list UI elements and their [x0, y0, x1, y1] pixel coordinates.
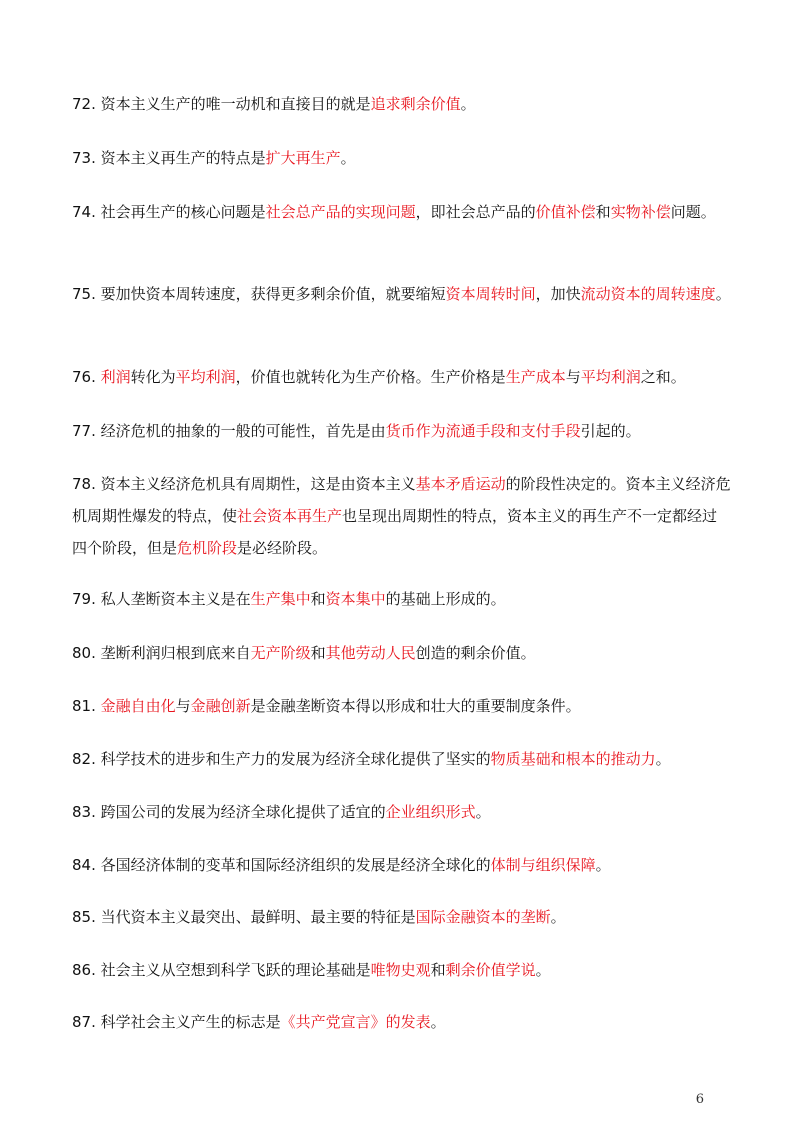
- item-76: [72, 361, 732, 393]
- item-74: [72, 196, 732, 228]
- item-84: [72, 849, 732, 881]
- text-segment: 和: [310, 644, 326, 662]
- highlighted-text: 无产阶级: [250, 644, 311, 662]
- highlighted-text: 价值补偿: [535, 203, 596, 221]
- item-86: [72, 954, 732, 986]
- text-segment: 也呈现出周期性的特点，资本主义的再生产不一定都经过四个阶段，但是: [72, 507, 718, 557]
- text-segment: 86. 社会主义从空想到科学飞跃的理论基础是: [72, 961, 371, 979]
- text-segment: 87. 科学社会主义产生的标志是: [72, 1013, 281, 1031]
- text-segment: 76.: [72, 368, 101, 386]
- item-78: [72, 468, 732, 564]
- text-segment: 之和。: [640, 368, 686, 386]
- text-segment: 82. 科学技术的进步和生产力的发展为经济全球化提供了坚实的: [72, 750, 491, 768]
- highlighted-text: 资本周转时间: [445, 285, 536, 303]
- text-segment: 的阶段性决定的。资本主义经济危机周期性爆发的特点，使: [72, 475, 731, 525]
- highlighted-text: 生产集中: [250, 590, 311, 608]
- text-segment: 77. 经济危机的抽象的一般的可能性，首先是由: [72, 422, 386, 440]
- text-segment: 。: [340, 149, 356, 167]
- text-segment: 78. 资本主义经济危机具有周期性，这是由资本主义: [72, 475, 416, 493]
- highlighted-text: 剩余价值学说: [445, 961, 536, 979]
- item-87: [72, 1006, 732, 1038]
- text-segment: 。: [460, 95, 476, 113]
- highlighted-text: 物质基础和根本的推动力: [490, 750, 656, 768]
- item-83: [72, 796, 732, 828]
- text-segment: 和: [430, 961, 446, 979]
- highlighted-text: 实物补偿: [610, 203, 671, 221]
- text-segment: 81.: [72, 697, 101, 715]
- item-81: [72, 690, 732, 722]
- text-segment: 与: [175, 697, 191, 715]
- text-segment: 79. 私人垄断资本主义是在: [72, 590, 251, 608]
- highlighted-text: 流动资本的周转速度: [580, 285, 716, 303]
- highlighted-text: 货币作为流通手段和支付手段: [385, 422, 581, 440]
- text-segment: 的基础上形成的。: [385, 590, 506, 608]
- text-segment: 74. 社会再生产的核心问题是: [72, 203, 266, 221]
- text-segment: 85. 当代资本主义最突出、最鲜明、最主要的特征是: [72, 908, 416, 926]
- item-85: [72, 901, 732, 933]
- highlighted-text: 危机阶段: [177, 539, 238, 557]
- highlighted-text: 社会资本再生产: [237, 507, 343, 525]
- highlighted-text: 追求剩余价值: [370, 95, 461, 113]
- highlighted-text: 企业组织形式: [385, 803, 476, 821]
- highlighted-text: 利润: [100, 368, 131, 386]
- text-segment: 与: [565, 368, 581, 386]
- page-number: 6: [695, 1092, 704, 1107]
- text-segment: 84. 各国经济体制的变革和国际经济组织的发展是经济全球化的: [72, 856, 491, 874]
- highlighted-text: 基本矛盾运动: [415, 475, 506, 493]
- text-segment: ，加快: [535, 285, 581, 303]
- text-segment: 。: [715, 285, 731, 303]
- highlighted-text: 体制与组织保障: [490, 856, 596, 874]
- highlighted-text: 《共产党宣言》的发表: [280, 1013, 431, 1031]
- item-73: [72, 142, 732, 174]
- highlighted-text: 国际金融资本的垄断: [415, 908, 551, 926]
- highlighted-text: 金融创新: [190, 697, 251, 715]
- text-segment: 是必经阶段。: [237, 539, 328, 557]
- text-segment: 引起的。: [580, 422, 641, 440]
- highlighted-text: 社会总产品的实现问题: [265, 203, 416, 221]
- highlighted-text: 生产成本: [505, 368, 566, 386]
- highlighted-text: 其他劳动人民: [325, 644, 416, 662]
- text-segment: 和: [310, 590, 326, 608]
- item-79: [72, 583, 732, 615]
- item-82: [72, 743, 732, 775]
- text-segment: 。: [430, 1013, 446, 1031]
- text-segment: 是金融垄断资本得以形成和壮大的重要制度条件。: [250, 697, 581, 715]
- text-segment: 。: [550, 908, 566, 926]
- item-72: [72, 88, 732, 120]
- text-segment: 创造的剩余价值。: [415, 644, 536, 662]
- text-segment: ，即社会总产品的: [415, 203, 536, 221]
- text-segment: 72. 资本主义生产的唯一动机和直接目的就是: [72, 95, 371, 113]
- highlighted-text: 资本集中: [325, 590, 386, 608]
- highlighted-text: 平均利润: [175, 368, 236, 386]
- text-segment: 73. 资本主义再生产的特点是: [72, 149, 266, 167]
- text-segment: 。: [595, 856, 611, 874]
- highlighted-text: 金融自由化: [100, 697, 176, 715]
- highlighted-text: 唯物史观: [370, 961, 431, 979]
- text-segment: 。: [535, 961, 551, 979]
- text-segment: 。: [655, 750, 671, 768]
- text-segment: 80. 垄断利润归根到底来自: [72, 644, 251, 662]
- text-segment: 转化为: [130, 368, 176, 386]
- text-segment: 和: [595, 203, 611, 221]
- item-77: [72, 415, 732, 447]
- text-segment: 。: [475, 803, 491, 821]
- text-segment: 75. 要加快资本周转速度，获得更多剩余价值，就要缩短: [72, 285, 446, 303]
- text-segment: 83. 跨国公司的发展为经济全球化提供了适宜的: [72, 803, 386, 821]
- item-80: [72, 637, 732, 669]
- text-segment: 问题。: [670, 203, 716, 221]
- highlighted-text: 扩大再生产: [265, 149, 341, 167]
- text-segment: ，价值也就转化为生产价格。生产价格是: [235, 368, 506, 386]
- highlighted-text: 平均利润: [580, 368, 641, 386]
- item-75: [72, 278, 732, 310]
